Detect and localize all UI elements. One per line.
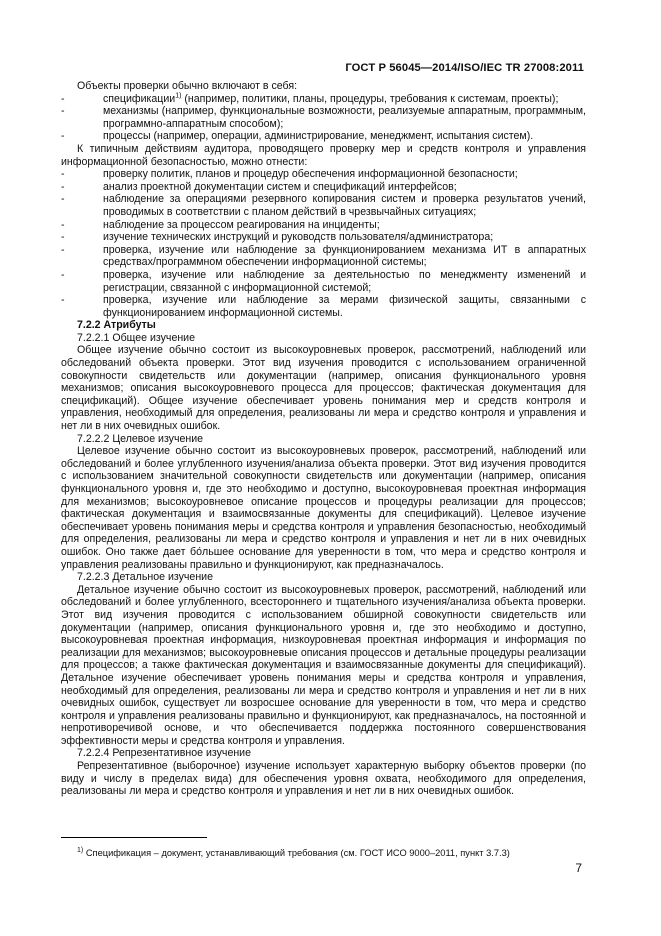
action-text: проверка, изучение или наблюдение за мерами физической защиты, связанными с функционированием информационной системы. <box>103 294 586 319</box>
list-item <box>61 269 586 294</box>
action-text: проверка, изучение или наблюдение за деятельностью по менеджменту изменений и регистрации, связанной с информационной системой; <box>103 268 586 294</box>
dash-marker: - <box>61 294 65 307</box>
section-heading-7-2-2: 7.2.2 Атрибуты <box>77 319 156 332</box>
spec-text: спецификации <box>103 92 176 105</box>
list-item <box>61 294 586 319</box>
objects-intro: Объекты проверки обычно включают в себя: <box>77 80 298 92</box>
subsection-heading-7-2-2-3: 7.2.2.3 Детальное изучение <box>77 571 213 584</box>
list-item <box>61 130 586 143</box>
list-item <box>61 181 586 194</box>
list-item <box>61 105 586 130</box>
subsection-heading-7-2-2-2: 7.2.2.2 Целевое изучение <box>77 432 204 445</box>
dash-marker: - <box>61 231 65 244</box>
paragraph-representative-study: Репрезентативное (выборочное) изучение использует характерную выборку объектов проверки (по виду и числу в пределах вида) для обеспечения уровня охвата, необходимого для определения, реализованы ли мера и средство контроля и управления и нет ли в них очевидных ошибок. <box>61 760 586 798</box>
dash-marker: - <box>61 105 65 118</box>
list-item <box>61 244 586 269</box>
list-item <box>61 93 586 106</box>
list-item <box>61 168 586 181</box>
dash-marker: - <box>61 180 65 193</box>
action-text: анализ проектной документации систем и спецификаций интерфейсов; <box>103 180 457 193</box>
processes-text: процессы (например, операции, администрирование, менеджмент, испытания систем). <box>103 130 534 143</box>
footnote-text: Спецификация – документ, устанавливающий требования (см. ГОСТ ИСО 9000–2011, пункт 3.7.3) <box>85 848 510 858</box>
footnote-mark: 1) <box>77 846 84 854</box>
action-text: проверку политик, планов и процедур обеспечения информационной безопасности; <box>103 168 518 181</box>
actions-intro: К типичным действиям аудитора, проводящего проверку мер и средств контроля и управления информационной безопасностью, можно отнести: <box>61 142 586 168</box>
footnote-ref: 1) <box>175 92 182 100</box>
page-number: 7 <box>575 861 582 875</box>
action-text: проверка, изучение или наблюдение за функционированием механизма ИТ в аппаратных средствах/программном обеспечении информационной системы; <box>103 243 586 269</box>
subsection-heading-7-2-2-1: 7.2.2.1 Общее изучение <box>77 331 195 344</box>
page-header: ГОСТ Р 56045—2014/ISO/IEC TR 27008:2011 <box>345 62 584 74</box>
dash-marker: - <box>61 243 65 256</box>
list-item <box>61 193 586 218</box>
action-text: наблюдение за процессом реагирования на инциденты; <box>103 218 380 231</box>
dash-marker: - <box>61 168 65 181</box>
list-item <box>61 219 586 232</box>
dash-marker: - <box>61 218 65 231</box>
action-text: наблюдение за операциями резервного копирования систем и проверка результатов учений, проводимых в соответствии с планом действий в чрезвычайных ситуациях; <box>103 193 586 218</box>
dash-marker: - <box>61 193 65 206</box>
dash-marker: - <box>61 92 65 105</box>
paragraph-general-study: Общее изучение обычно состоит из высокоуровневых проверок, рассмотрений, наблюдений или обследований объекта проверки. Этот вид изучения проводится с использованием ограниченной совокупности свидетельств или документации (например, описания функционального уровня механизмов; описания высокоуровневого процесса для процессов; фактическая документация для спецификаций). Общее изучение обеспечивает уровень понимания мер и средств контроля и управления, необходимый для определения, реализованы ли мера и средство контроля и управления и нет ли в них очевидных ошибок. <box>61 344 586 433</box>
spec-rest: (например, политики, планы, процедуры, требования к системам, проекты); <box>181 92 559 105</box>
paragraph-detailed-study: Детальное изучение обычно состоит из высокоуровневых проверок, рассмотрений, наблюдений или обследований и более углубленного, всестороннего и тщательного изучения/анализа объекта проверки. Этот вид изучения проводится с использованием обширной совокупности свидетельств или документации (например, описания функционального уровня и, где это необходимо и доступно, высокоуровневая проектная информация, низкоуровневая проектная информация и информация по реализации для механизмов; высокоуровневые описания процессов и детальные процедуры реализации для процессов; а также фактическая документация и взаимосвязанные документы для спецификаций). Детальное изучение обеспечивает уровень понимания меры и средства контроля и управления, необходимый для определения, реализованы ли мера и средство контроля и управления и нет ли в них очевидных ошибок, существует ли возросшее основание для уверенности в том, что мера и средство контроля и управления реализованы правильно и функционируют, как предназначалось, на постоянной и непротиворечивой основе, и что обеспечивается поддержка постоянного совершенствования эффективности меры и средства контроля и управления. <box>61 583 586 747</box>
action-text: изучение технических инструкций и руководств пользователя/администратора; <box>103 231 494 244</box>
list-item <box>61 231 586 244</box>
subsection-heading-7-2-2-4: 7.2.2.4 Репрезентативное изучение <box>77 747 251 760</box>
page-body <box>61 80 586 798</box>
dash-marker: - <box>61 268 65 281</box>
dash-marker: - <box>61 130 65 143</box>
footnote <box>77 848 510 858</box>
paragraph-targeted-study: Целевое изучение обычно состоит из высокоуровневых проверок, рассмотрений, наблюдений или обследований и более углубленного изучения/анализа объекта проверки. Этот вид изучения проводится с использованием значительной совокупности свидетельств или документации (например, описания функционального уровня и, где это необходимо и доступно, высокоуровневая проектная информация для механизмов; высокоуровневое описание процессов и процедуры реализации для процессов; фактическая документация и взаимосвязанные документы для спецификаций). Целевое изучение обеспечивает уровень понимания меры и средства контроля и управления безопасностью, необходимый для определения, реализованы ли мера и средство контроля и управления и нет ли в них очевидных ошибок. Оно также дает бо́льшее основание для уверенности в том, что мера и средство контроля и управления реализованы правильно и функционируют, как предназначалось. <box>61 445 586 571</box>
footnote-divider <box>61 837 207 838</box>
mechanisms-text: механизмы (например, функциональные возможности, реализуемые аппаратным, программным, программно-аппаратным способом); <box>103 105 586 130</box>
